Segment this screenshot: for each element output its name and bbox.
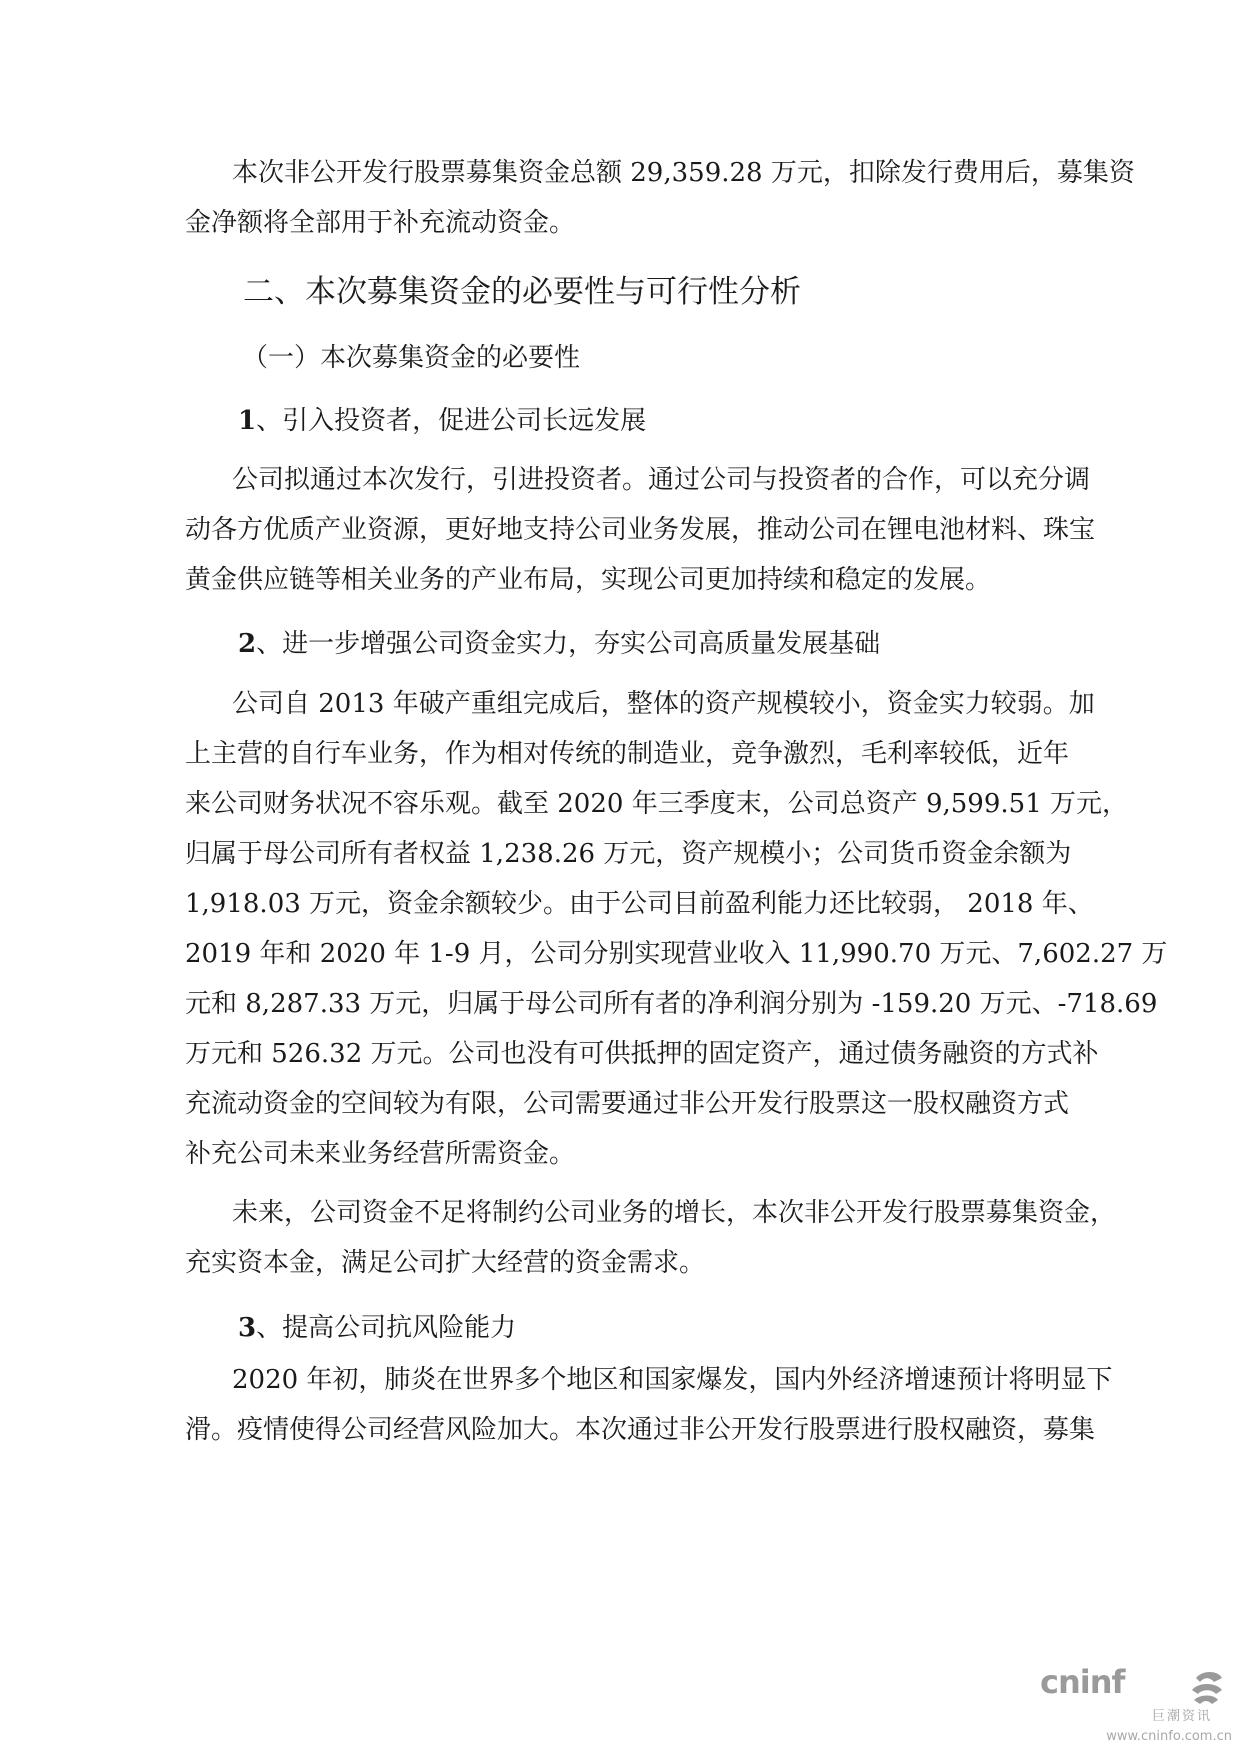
paragraph-line: 2020 年初，肺炎在世界多个地区和国家爆发，国内外经济增速预计将明显下	[232, 1365, 1113, 1395]
subsection-heading: （一）本次募集资金的必要性	[242, 343, 581, 373]
paragraph-line: 元和 8,287.33 万元，归属于母公司所有者的净利润分别为 -159.20 万元、-718.69	[185, 989, 1158, 1019]
watermark-cn-text: 巨潮资讯	[1151, 1709, 1212, 1724]
item-number: 3	[238, 1313, 257, 1343]
paragraph-line: 黄金供应链等相关业务的产业布局，实现公司更加持续和稳定的发展。	[185, 565, 992, 595]
paragraph-line: 充实资本金，满足公司扩大经营的资金需求。	[185, 1248, 706, 1278]
paragraph-line: 1,918.03 万元，资金余额较少。由于公司目前盈利能力还比较弱， 2018 年、	[185, 889, 1094, 919]
paragraph-line: 充流动资金的空间较为有限，公司需要通过非公开发行股票这一股权融资方式	[185, 1089, 1070, 1119]
paragraph-line: 公司拟通过本次发行，引进投资者。通过公司与投资者的合作，可以充分调	[232, 465, 1091, 495]
item-number: 2	[238, 629, 257, 659]
item-heading-1	[238, 404, 646, 438]
paragraph-line: 本次非公开发行股票募集资金总额 29,359.28 万元，扣除发行费用后，募集资	[232, 158, 1135, 188]
watermark-url: www.cninfo.com.cn	[1106, 1729, 1232, 1744]
item-number: 1	[238, 406, 257, 436]
item-title: 、进一步增强公司资金实力，夯实公司高质量发展基础	[256, 629, 881, 659]
paragraph-line: 动各方优质产业资源，更好地支持公司业务发展，推动公司在锂电池材料、珠宝	[185, 515, 1096, 545]
watermark-logo-text: cninf	[1040, 1663, 1125, 1701]
paragraph-line: 金净额将全部用于补充流动资金。	[185, 208, 576, 238]
item-title: 、提高公司抗风险能力	[256, 1313, 517, 1343]
paragraph-line: 滑。疫情使得公司经营风险加大。本次通过非公开发行股票进行股权融资，募集	[185, 1415, 1096, 1445]
paragraph-line: 上主营的自行车业务，作为相对传统的制造业，竞争激烈，毛利率较低，近年	[185, 739, 1070, 769]
cninfo-logo-icon	[1188, 1668, 1226, 1708]
section-heading: 二、本次募集资金的必要性与可行性分析	[243, 274, 801, 310]
paragraph-line: 未来，公司资金不足将制约公司业务的增长，本次非公开发行股票募集资金，	[232, 1198, 1117, 1228]
paragraph-line: 补充公司未来业务经营所需资金。	[185, 1139, 576, 1169]
paragraph-line: 公司自 2013 年破产重组完成后，整体的资产规模较小，资金实力较弱。加	[232, 689, 1095, 719]
paragraph-line: 来公司财务状况不容乐观。截至 2020 年三季度末，公司总资产 9,599.51 万元，	[185, 789, 1129, 819]
item-heading-2	[238, 627, 880, 661]
cninfo-watermark	[1040, 1659, 1240, 1754]
paragraph-line: 2019 年和 2020 年 1-9 月，公司分别实现营业收入 11,990.70 万元、7,602.27 万	[185, 939, 1168, 969]
paragraph-line: 万元和 526.32 万元。公司也没有可供抵押的固定资产，通过债务融资的方式补	[185, 1039, 1099, 1069]
item-title: 、引入投资者，促进公司长远发展	[256, 406, 647, 436]
paragraph-line: 归属于母公司所有者权益 1,238.26 万元，资产规模小；公司货币资金余额为	[185, 839, 1072, 869]
item-heading-3	[238, 1311, 516, 1345]
